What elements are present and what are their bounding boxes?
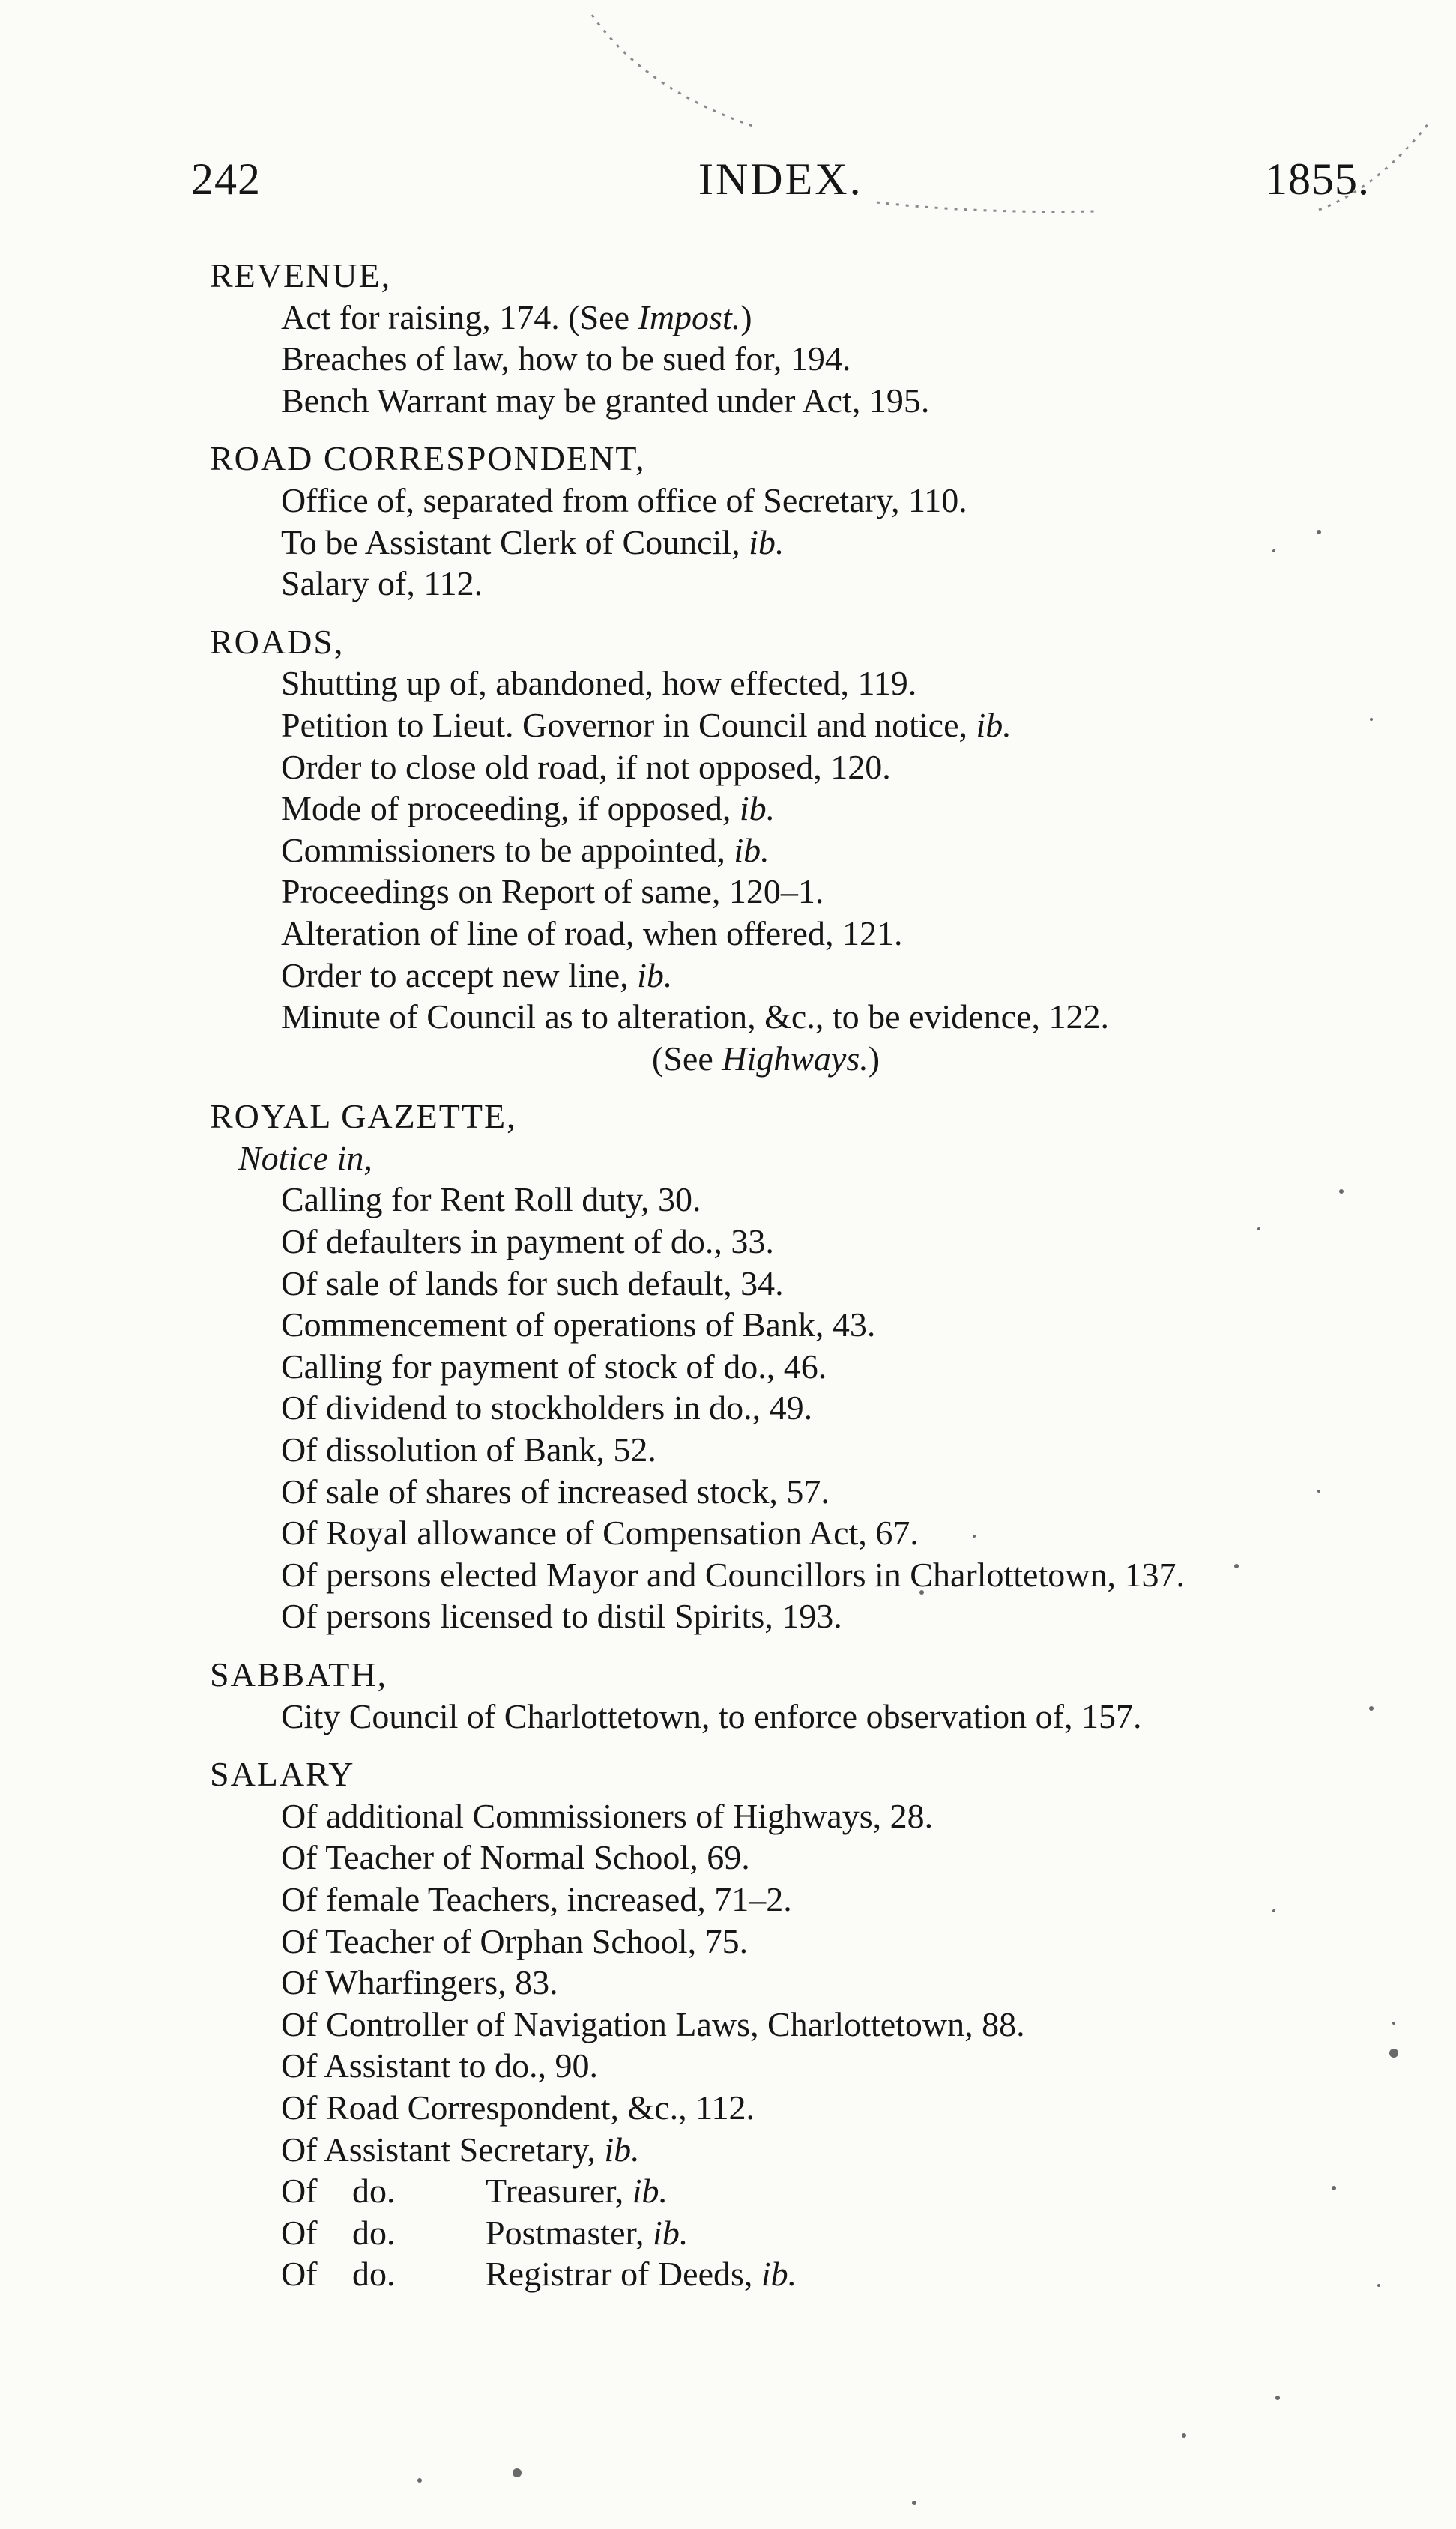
index-entry (210, 1429, 1334, 1471)
section-heading: ROYAL GAZETTE, (210, 1097, 517, 1136)
entry-ditto: do. (352, 2255, 396, 2294)
index-entry (210, 1879, 1334, 1921)
index-entry-ditto (210, 2170, 1334, 2212)
entry-ditto: do. (352, 2172, 396, 2211)
index-entry (210, 522, 1334, 563)
entry-emphasis: ib. (761, 2255, 797, 2294)
section-subheading: Notice in, (238, 1138, 372, 1177)
entry-text: Commencement of operations of Bank, 43. (281, 1305, 876, 1344)
index-entry (210, 1304, 1334, 1346)
entry-emphasis: ib. (637, 955, 673, 994)
see-also-reference (210, 1038, 1334, 1080)
entry-text: Order to close old road, if not opposed, 120. (281, 747, 891, 786)
entry-text: Of dividend to stockholders in do., 49. (281, 1389, 813, 1427)
entry-text: ) (740, 297, 752, 336)
index-entry (210, 1837, 1334, 1879)
index-entry (210, 1696, 1334, 1738)
index-entry (210, 913, 1334, 955)
entry-text: To be Assistant Clerk of Council, (281, 522, 749, 561)
entry-text: Petition to Lieut. Governor in Council and notice, (281, 705, 976, 744)
entry-text: Salary of, 112. (281, 564, 483, 603)
index-entry (210, 788, 1334, 830)
entry-of: Of (281, 2213, 318, 2252)
index-entry (210, 871, 1334, 913)
entry-text: Of Royal allowance of Compensation Act, 67. (281, 1514, 919, 1553)
index-section (210, 1753, 1334, 2312)
index-entry (210, 338, 1334, 380)
entry-text: Of persons elected Mayor and Councillors in Charlottetown, 137. (281, 1555, 1185, 1594)
section-heading: SALARY (210, 1755, 355, 1794)
page-year: 1855. (1265, 154, 1370, 204)
index-entry (210, 2045, 1334, 2087)
index-entry (210, 1346, 1334, 1388)
index-entry (210, 380, 1334, 422)
index-entry (210, 1512, 1334, 1554)
entry-text: Of female Teachers, increased, 71–2. (281, 1879, 792, 1918)
entry-text: Of sale of shares of increased stock, 57. (281, 1472, 830, 1511)
index-entry (210, 1554, 1334, 1596)
index-entry (210, 1387, 1334, 1429)
index-entry-ditto (210, 2253, 1334, 2295)
entry-emphasis: ib. (734, 830, 770, 869)
index-entry (210, 1962, 1334, 2004)
entry-ditto: do. (352, 2213, 396, 2252)
entry-text: Office of, separated from office of Secretary, 110. (281, 480, 967, 519)
index-entry (210, 1471, 1334, 1513)
entry-text: Of Assistant to do., 90. (281, 2046, 598, 2085)
entry-text: Minute of Council as to alteration, &c., to be evidence, 122. (281, 997, 1109, 1036)
entry-text: Order to accept new line, (281, 955, 638, 994)
entry-emphasis: ib. (632, 2172, 668, 2211)
entry-text: Breaches of law, how to be sued for, 194. (281, 339, 851, 378)
index-section (210, 255, 1334, 438)
index-entry (210, 662, 1334, 704)
index-entry (210, 955, 1334, 997)
index-section (210, 621, 1334, 1096)
entry-text: Of Wharfingers, 83. (281, 1963, 558, 2002)
index-entry (210, 2129, 1334, 2171)
index-body (210, 255, 1334, 2312)
entry-text: Of Teacher of Orphan School, 75. (281, 1921, 749, 1960)
entry-emphasis: ib. (749, 522, 785, 561)
index-entry (210, 746, 1334, 788)
entry-text: (See (652, 1039, 722, 1078)
entry-text: Calling for Rent Roll duty, 30. (281, 1180, 701, 1219)
index-entry (210, 2087, 1334, 2129)
entry-text: Calling for payment of stock of do., 46. (281, 1347, 827, 1386)
index-entry (210, 1221, 1334, 1263)
entry-text: Treasurer, (486, 2172, 632, 2211)
entry-text: Mode of proceeding, if opposed, (281, 789, 740, 828)
index-entry (210, 563, 1334, 605)
entry-text: Of Road Correspondent, &c., 112. (281, 2088, 755, 2127)
entry-emphasis: ib. (604, 2130, 640, 2169)
entry-text: Of defaulters in payment of do., 33. (281, 1222, 774, 1261)
index-entry (210, 1795, 1334, 1837)
page-number: 242 (191, 154, 261, 204)
entry-text: Of Assistant Secretary, (281, 2130, 605, 2169)
entry-text: City Council of Charlottetown, to enforce observation of, 157. (281, 1696, 1142, 1735)
entry-text: Of persons licensed to distil Spirits, 193. (281, 1597, 842, 1636)
entry-of: Of (281, 2172, 318, 2211)
entry-of: Of (281, 2255, 318, 2294)
entry-text: Of additional Commissioners of Highways, 28. (281, 1796, 934, 1835)
entry-emphasis: Impost. (638, 297, 741, 336)
entry-text: Of dissolution of Bank, 52. (281, 1430, 656, 1469)
entry-text: Act for raising, 174. (See (281, 297, 638, 336)
entry-emphasis: ib. (976, 705, 1012, 744)
index-section (210, 1654, 1334, 1753)
entry-text: Of Teacher of Normal School, 69. (281, 1838, 750, 1877)
entry-text: Bench Warrant may be granted under Act, 195. (281, 381, 930, 420)
index-entry (210, 1921, 1334, 1963)
entry-emphasis: ib. (653, 2213, 689, 2252)
index-entry (210, 1595, 1334, 1637)
section-heading: ROAD CORRESPONDENT, (210, 439, 646, 478)
entry-text: Shutting up of, abandoned, how effected, 119. (281, 664, 917, 703)
section-heading: REVENUE, (210, 256, 392, 294)
entry-text: Of Controller of Navigation Laws, Charlottetown, 88. (281, 2004, 1025, 2043)
index-section (210, 438, 1334, 620)
entry-emphasis: Highways. (722, 1039, 869, 1078)
index-entry (210, 480, 1334, 522)
index-entry (210, 1263, 1334, 1305)
entry-emphasis: ib. (739, 789, 776, 828)
index-entry (210, 297, 1334, 339)
entry-text: ) (868, 1039, 880, 1078)
entry-text: Proceedings on Report of same, 120–1. (281, 872, 824, 911)
entry-text: Alteration of line of road, when offered, 121. (281, 913, 903, 952)
entry-text: Of sale of lands for such default, 34. (281, 1263, 784, 1302)
entry-text: Postmaster, (486, 2213, 653, 2252)
index-entry (210, 996, 1334, 1038)
index-entry (210, 2004, 1334, 2046)
entry-text: Registrar of Deeds, (486, 2255, 761, 2294)
index-entry (210, 1179, 1334, 1221)
section-heading: ROADS, (210, 622, 345, 661)
index-entry (210, 704, 1334, 746)
page-title: INDEX. (698, 154, 863, 204)
entry-text: Commissioners to be appointed, (281, 830, 734, 869)
section-heading: SABBATH, (210, 1655, 388, 1693)
index-entry (210, 830, 1334, 871)
index-section (210, 1096, 1334, 1654)
index-entry-ditto (210, 2212, 1334, 2254)
